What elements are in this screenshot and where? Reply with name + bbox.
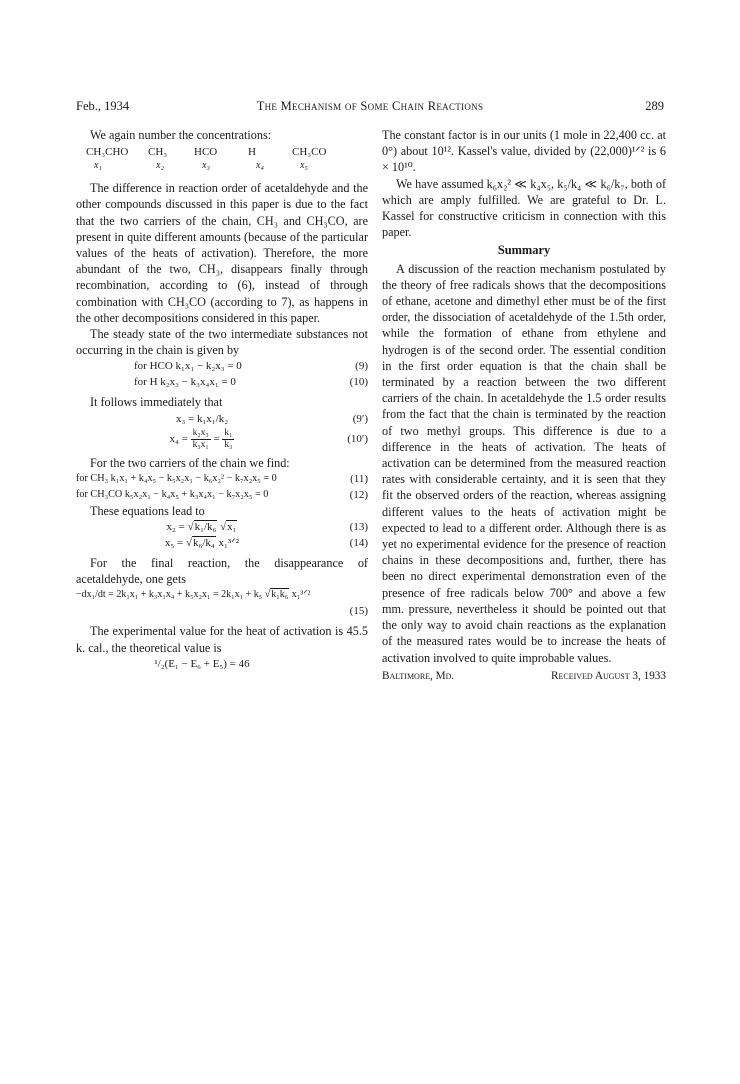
left-column	[76, 127, 368, 672]
summary-heading: Summary	[497, 243, 551, 258]
equation-number: (15)	[349, 605, 368, 618]
equation-10-prime	[76, 427, 368, 451]
equation-9	[76, 358, 368, 374]
equation-number: (9)	[355, 360, 368, 373]
equation-10	[76, 374, 368, 390]
equation-body: x₅ = √k₆/k₄ x₁³ᐟ²	[164, 537, 240, 550]
species-label: CH₃CO	[292, 146, 327, 159]
equation-number: (14)	[349, 537, 368, 550]
equation-body: for CH₃ k₁x₁ + k₄x₅ − k₅x₂x₁ − k₆x₂² − k₇x₂x₅ = 0	[76, 472, 277, 484]
body-paragraph: We have assumed k₆x₂² ≪ k₄x₅, k₅/k₄ ≪ k₆/k₇, both of which are amply fulfilled. We are grateful to Dr. L. Kassel for constructive criticism in connection with this paper.	[382, 176, 666, 240]
body-paragraph: These equations lead to	[90, 503, 205, 518]
fraction: $\frac{\text{k₁}}{\text{k₃}}$	[224, 427, 233, 450]
species-label: H	[248, 146, 256, 159]
intro-text: We again number the concentrations:	[90, 128, 272, 142]
fraction: $\frac{\text{k₂x₃}}{\text{k₃x₁}}$	[192, 427, 209, 450]
body-paragraph: The difference in reaction order of acetaldehyde and the other compounds discussed in this paper is due to the fact that the two carriers of the chain, CH₃ and CH₃CO, are present in quite different amounts (because of the particular values of the heats of activation). Therefore, the more abundant of the two, CH₃, disappears finally through recombination, according to (6), instead of through combination with CH₃CO (according to 7), as happens in the other decompositions considered in this paper.	[76, 181, 368, 325]
equation-body: −dx₁/dt = 2k₁x₁ + k₃x₁x₄ + k₅x₂x₁ = 2k₁x₁ + k₅ √k₁k₆ x₁³ᐟ²	[76, 589, 311, 601]
equation-11	[76, 471, 368, 487]
summary-paragraph: A discussion of the reaction mechanism postulated by the theory of free radicals shows that the decompositions of ethane, acetone and dimethyl ether must be of the first order, the dissociation of acetaldehyde of the 1.5th order, while the formation of ethane from ethylene and hydrogen is of the second order. The essential condition in the first order equation is that the chain shall be terminated by a reaction between the two different carriers of the chain. In acetaldehyde the 1.5 order results from the fact that the chain is terminated by the reaction of two methyl groups. This difference is due to a difference in the heats of activation. The heats of activation can be determined from the measured reaction rates with considerable certainty, and it is seen that they fit the observed orders of the reaction, whereas assigning different values to the heats of activation might be expected to lead to a different order. Although there is as yet no experimental evidence for the presence of reaction chains in these decompositions and, further, there has been no direct experimental demonstration even of the presence of free radicals below 700° and above a few mm. pressure, nevertheless it should be pointed out that the only way to avoid chain reactions as the explanation of the measured rates would be to increase the heats of activation involved to quite improbable values.	[382, 261, 666, 665]
species-label: CH₃CHO	[86, 146, 129, 159]
author-location: Baltimore, Md.	[382, 669, 455, 682]
equation-body: for CH₃CO k₅x₂x₁ − k₄x₅ + k₃x₄x₁ − k₇x₂x₅ = 0	[76, 488, 269, 500]
equation-number: (9′)	[352, 412, 368, 425]
running-header	[76, 99, 664, 117]
equation-12	[76, 487, 368, 503]
equation-body: for HCO k₁x₁ − k₂x₃ = 0	[134, 360, 242, 373]
equation-number: (10)	[349, 376, 368, 389]
body-paragraph: For the final reaction, the disappearance of acetaldehyde, one gets	[76, 556, 368, 587]
species-variable: x₁	[94, 160, 102, 172]
equation-9-prime	[76, 411, 368, 427]
equation-number: (10′)	[347, 432, 368, 445]
equation-15-number-line	[76, 603, 368, 619]
page-number: 289	[645, 99, 664, 113]
right-column	[382, 127, 666, 684]
body-paragraph: It follows immediately that	[90, 395, 223, 410]
body-paragraph: The steady state of the two intermediate substances not occurring in the chain is given by	[76, 327, 368, 358]
equation-14	[76, 535, 368, 551]
equation-final	[76, 656, 368, 672]
equation-number: (12)	[349, 488, 368, 501]
equation-13	[76, 519, 368, 535]
species-variable: x₂	[156, 160, 164, 172]
equation-body: ¹/₂(E₁ − E₆ + E₅) = 46	[154, 657, 250, 670]
equation-number: (11)	[350, 472, 368, 485]
body-paragraph: The experimental value for the heat of activation is 45.5 k. cal., the theoretical value is	[76, 624, 368, 655]
equation-body: x₃ = k₁x₁/k₂	[175, 412, 229, 425]
equation-body: x₂ = √k₁/k₆ √x₁	[166, 521, 237, 534]
article-footer	[382, 668, 666, 684]
header-title: The Mechanism of Some Chain Reactions	[256, 99, 484, 113]
equation-15	[76, 587, 368, 603]
header-date: Feb., 1934	[76, 99, 130, 113]
body-paragraph: For the two carriers of the chain we find:	[90, 455, 290, 470]
species-variable: x₅	[300, 160, 308, 172]
equation-number: (13)	[349, 521, 368, 534]
received-date: Received August 3, 1933	[551, 669, 666, 682]
species-variable: x₃	[202, 160, 210, 172]
equation-body: x₄ = $\frac{\text{k₂x₃}}{\text{k₃x₁}}$ = $\frac{\text{k₁}}{\text{k₃}}$	[169, 427, 233, 450]
species-label: CH₃	[148, 146, 168, 159]
body-paragraph: The constant factor is in our units (1 mole in 22,400 cc. at 0°) about 10¹². Kassel's value, divided by (22,000)¹ᐟ² is 6 × 10¹⁰.	[382, 128, 666, 175]
species-label: HCO	[194, 146, 218, 159]
equation-body: for H k₂x₃ − k₃x₄x₁ = 0	[134, 376, 236, 389]
concentration-table	[86, 146, 368, 172]
species-variable: x₄	[256, 160, 264, 172]
